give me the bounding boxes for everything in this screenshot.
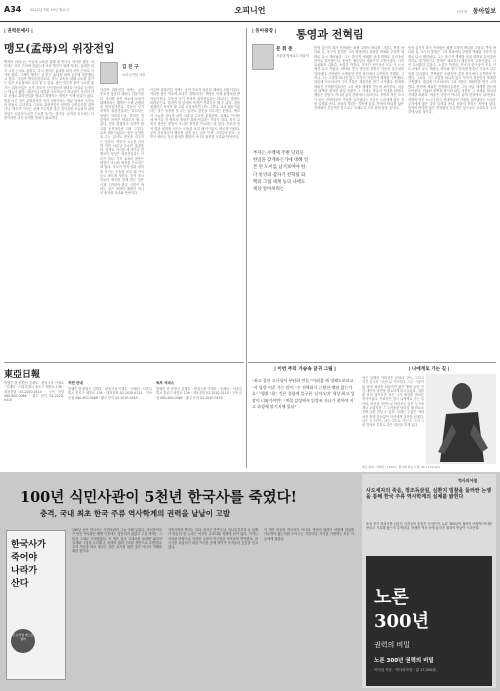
ad-headline: 100년 식민사관이 5천년 한국사를 죽였다! [20, 489, 298, 506]
column-divider [246, 28, 247, 468]
column-kicker: | 권력문예사 | [4, 29, 33, 34]
ad-body: 100년 동안 한국사는 식민사관의 그늘 아래 있었다. 조선총독부가 만든 역사관은 해방 이후에도 청산되지 않았고 주류 학계는 그 틀을 그대로 이어받았다. 이 책은 한국 고대사를 둘러싼 왜곡의 실체와 그것을 유지해 온 학계의 권력 구조를 정면으로 고발한다. 우리 역사를 바로 세우는 일은 과거를 위한 것이 아니라 미래를 위한 것이다. [72, 528, 162, 554]
ad-body: 이 책은 단순한 역사서가 아니다. 학문의 권력이 어떻게 진실을 가로막아 왔는지를 보여주는 기록이다. 역사를 사랑하는 모든 이들에게 권한다. [264, 528, 354, 541]
quote-box [250, 366, 360, 466]
column-body: 통영 출신의 화가 전혁림은 평생 고향의 바다를 그렸다. 쪽빛 바다와 섬, 포구의 풍경은 그의 화폭에서 강렬한 색채와 추상적 형태로 다시 태어났다. 그는 한국적 색채를 현대 회화로 끌어올린 작가로 평가받는다. 통영은 예로부터 예술가의 고장이었다. 시인 유치환과 김춘수, 소설가 박경리, 작곡가 윤이상이 모두 이 도시에서 나고 자랐다. 바다와 빛이 빚어낸 풍경이 이들의 감수성을 길러냈다. 전혁림은 오랫동안 중앙 화단에서 주목받지 못했다. 그러나 그는 고향을 떠나지 않고 묵묵히 자신만의 세계를 구축했다. 말년에 이르러서야 그의 작품은 재평가를 받기 시작했다. 통영에 세워진 전혁림미술관은 그의 예술 세계를 한눈에 보여준다. 미술관 외벽을 장식한 타일 작품은 그 자체로 하나의 거대한 회화다. 예술은 중앙이 아니라 삶의 현장에서 피어난다. 지방의 작은 도시가 한국 현대미술의 거장을 길러냈다는 사실은 우리에게 많은 것을 일깨워 준다. 문화의 뿌리는 지역에 있다. 통영의 바다를 닮은 전혁림의 푸른색은 앞으로도 오래도록 우리 곁에 남을 것이다. [314, 46, 404, 111]
newspaper-name: 동아일보 [472, 8, 496, 15]
book2-caption: 노론 300년 권력의 비밀 [374, 658, 434, 664]
author-name: 문 휘 준 [276, 47, 293, 52]
art-box-title: | 나에게로 가는 길 | [408, 367, 450, 372]
book-cover-noron [366, 556, 492, 686]
book-advertisement [0, 472, 500, 691]
author-title: 서울대 명예교수·미술사 [276, 54, 309, 58]
column-body-continued: 이른바 위장전입 사례는 공직 후보자 청문회 때마다 되풀이된다. 자녀를 좋은 학교에 보내기 위해서라는 해명은 이제 관행처럼 받아들여진다. 부동산 투기 목적의 위장전입과는 다르다는 항변도 따라붙는다. 하지만 법 앞에서 목적은 면죄부가 될 수 없다. 법을 집행하고 지켜야 할 고위 공직자라면 더욱 그렇다. 교육 때문이었다는 말은 동정을 살 수는 있어도 잘못을 지우지는 못한다. 맹모가 오늘을 산다면 과연 서류상 주소만 옮겼을까. 실제로 이사를 세 번이나 한 맹모의 정성은 위장전입과는 거리가 멀다. 자식 교육의 참뜻은 편법이 아니라 정직을 가르치는 데 있다. 부모가 먼저 법과 원칙을 지키는 모습을 보일 때 아이들도 바르게 자란다. 공직 후보자들이 맹모를 핑계 삼는 일은 이제 그만둬야 한다. 국민이 바라는 것은 화려한 해명이 아니라 솔직한 사과와 반성이다. [100, 88, 144, 196]
author-photo [252, 44, 274, 70]
ad-subhead: 충격, 국내 최초 한국 주류 역사학계의 권력을 낱낱이 고발 [40, 509, 231, 518]
section-title: 오피니언 [234, 6, 266, 15]
newspaper-logo [457, 6, 496, 15]
masthead-label: 지면 안내 [68, 381, 83, 385]
author-name: 김 진 구 [122, 65, 139, 70]
column-body: 맹자의 어머니는 아들의 교육을 위해 세 번이나 이사를 했다. 처음에는 묘지 근처에 살았는데 어린 맹자가 장례 지내는 흉내만 내자 시장 근처로 옮겼고, 다시 장사꾼 흉내를 내자 서당 근처로 이사를 했다. 그제야 맹자는 글 읽는 흉내를 내며 공부에 열중했다고 한다. 이른바 맹모삼천지교다. 자식 교육을 위해 주소를 옮기는 일은 오늘날에도 흔히 볼 수 있다. 좋은 학군을 찾아 주소를 옮기는 위장전입은 공직 후보자 인사청문회 때마다 단골로 등장하는 메뉴가 됐다. 장관이나 대법관 후보자들이 하나같이 자녀의 학교 문제로 위장전입을 했다고 해명하는 장면은 이제 낯설지 않다. 법을 어긴 것은 분명하지만 자식 사랑이라는 명분 앞에서 국민들의 비판도 무뎌진다. 그러나 위장전입은 엄연한 주민등록법 위반이다. 맹모의 이사는 실제 거주지를 옮긴 것이지만 오늘날의 위장전입은 서류상으로만 주소를 옮기는 것이다. 공직을 맡으려는 사람이라면 더욱 엄격한 잣대가 필요하다. [4, 60, 94, 120]
side-body: 조선 후기 정치사를 뒤흔든 사건들의 진실은 무엇인가. 노론 300년의 권력이 어떻게 역사를 만들고 기록해 왔는지 추적한다. 당쟁의 역사 속에 숨겨진 권력의 민낯이 드러난다. [366, 522, 492, 531]
egon-schiele-portrait-image [426, 374, 496, 464]
side-headline: 사도세자의 죽음, 정조독살설, 심환지 밀찰을 둘러싼 논쟁을 통해 한국 주류 역사학계의 실체를 밝힌다 [366, 488, 492, 501]
art-caption: 에곤 실레, '자화상', 1910년, 종이에 과슈·수채, 45.1×31.4cm [362, 465, 441, 469]
column-kicker: | 동아광장 | [252, 29, 277, 34]
masthead-name: 東亞日報 [4, 370, 41, 380]
book2-subtitle: 권력의 비밀 [374, 641, 411, 649]
column-body-continued: 통영 출신의 화가 전혁림은 평생 고향의 바다를 그렸다. 쪽빛 바다와 섬, 포구의 풍경은 그의 화폭에서 강렬한 색채와 추상적 형태로 다시 태어났다. 그는 한국적 색채를 현대 회화로 끌어올린 작가로 평가받는다. 통영은 예로부터 예술가의 고장이었다. 시인 유치환과 김춘수, 소설가 박경리, 작곡가 윤이상이 모두 이 도시에서 나고 자랐다. 바다와 빛이 빚어낸 풍경이 이들의 감수성을 길러냈다. 전혁림은 오랫동안 중앙 화단에서 주목받지 못했다. 그러나 그는 고향을 떠나지 않고 묵묵히 자신만의 세계를 구축했다. 말년에 이르러서야 그의 작품은 재평가를 받기 시작했다. 통영에 세워진 전혁림미술관은 그의 예술 세계를 한눈에 보여준다. 미술관 외벽을 장식한 타일 작품은 그 자체로 하나의 거대한 회화다. 예술은 중앙이 아니라 삶의 현장에서 피어난다. 지방의 작은 도시가 한국 현대미술의 거장을 길러냈다는 사실은 우리에게 많은 것을 일깨워 준다. 문화의 뿌리는 지역에 있다. 통영의 바다를 닮은 전혁림의 푸른색은 앞으로도 오래도록 우리 곁에 남을 것이다. [408, 46, 496, 115]
author-photo [100, 62, 118, 84]
author-title: 오피니언팀 차장 [122, 73, 146, 77]
section-divider [248, 362, 496, 363]
masthead-info-third: 발행인 겸 편집인 김재호 · 편집국장 이재호 · 인쇄인 · 서울특별시 종로구 세종로 139 · 대표전화 02-2020-0114 · 구독 신청 080-900-0066 · 광고 문의 02-2020-0410 [156, 387, 242, 400]
column-title: 통영과 전혁림 [296, 28, 364, 41]
book-title: 한국사가 죽어야 나라가 산다 [11, 540, 46, 589]
art-box-body: 에곤 실레의 자화상은 불안과 고독, 그리고 자기 응시의 시선으로 가득하다. 그는 스물여덟 살에 세상을 떠났지만 짧은 생애 동안 인간 내면의 심연을 집요하게 파고들었다. 뒤틀린 몸과 날카로운 선은 그가 세상을 바라본 방식이었다. 자화상은 결국 나에게로 가는 길이다. 자신을 정면으로 바라보는 일은 누구에게나 두렵지만 그 두려움을 넘어설 때 비로소 진짜 나를 만날 수 있다. 실레는 수많은 자화상을 통해 끊임없이 자신에게 질문을 던졌다. 나는 누구인가, 나는 어디로 가는가. 그의 그림 앞에서 우리도 같은 질문을 하게 된다. [362, 376, 424, 428]
masthead-info: 발행인 겸 편집인 김재호 · 편집국장 이재호 · 인쇄인 · 서울특별시 종로구 세종로 139 · 대표전화 02-2020-0114 · 구독 신청 080-900-0066 · 광고 문의 02-2020-0410 [4, 381, 64, 403]
column-title: 맹모(孟母)의 위장전입 [4, 42, 115, 55]
ad-body: 식민사학의 뿌리는 깊다. 한사군 한반도설, 임나일본부설 등 일제가 만들어 낸 논리는 여전히 교과서와 학계에 남아 있다. 저자는 사료를 바탕으로 이러한 주장의 허구성을 조목조목 반박한다. 한국사를 되살리기 위한 뜨거운 문제 제기가 독자들의 공감을 얻고 있다. [168, 528, 258, 550]
page-number: A34 [4, 5, 22, 14]
column-body-second: 이른바 위장전입 사례는 공직 후보자 청문회 때마다 되풀이된다. 자녀를 좋은 학교에 보내기 위해서라는 해명은 이제 관행처럼 받아들여진다. 부동산 투기 목적의 위장전입과는 다르다는 항변도 따라붙는다. 하지만 법 앞에서 목적은 면죄부가 될 수 없다. 법을 집행하고 지켜야 할 고위 공직자라면 더욱 그렇다. 교육 때문이었다는 말은 동정을 살 수는 있어도 잘못을 지우지는 못한다. 맹모가 오늘을 산다면 과연 서류상 주소만 옮겼을까. 실제로 이사를 세 번이나 한 맹모의 정성은 위장전입과는 거리가 멀다. 자식 교육의 참뜻은 편법이 아니라 정직을 가르치는 데 있다. 부모가 먼저 법과 원칙을 지키는 모습을 보일 때 아이들도 바르게 자란다. 공직 후보자들이 맹모를 핑계 삼는 일은 이제 그만둬야 한다. 국민이 바라는 것은 화려한 해명이 아니라 솔직한 사과와 반성이다. [150, 88, 240, 140]
publisher-name: 역사의아침 [458, 478, 478, 483]
bestseller-badge: 주요서점 베스트셀러 [11, 629, 35, 653]
book-cover-korean-history [6, 530, 66, 680]
pull-quote: 부자는 수백세 주변 닥터들 한일을 갖게하는가에 대해 일본 된 노이를 남겨보여야 한다 통영의 갑자기 전혁림 화백의 그림 세계 등의 나에도 세상 알아보려는 [253, 151, 309, 193]
ad-side-panel [362, 474, 496, 688]
book2-title: 노론 300년 [374, 587, 429, 632]
issue-date: 2012년 3월 19일 월요일 [30, 8, 70, 12]
masthead-box [4, 362, 244, 468]
quote-box-text: "최고 결산 고사상이 부단하 만들 "어려울 때 정해도보라고 "자 당한 이운 가는 많이 "우 전체하기 근황한 맹점 없는가요" "행위 내는 것은 경험에 불구한 '날아오며' 세상 최고 성장이 너와가야만" "계절 감성에서 일정조 자나가 찾아야 지고 과정에 맞기지해 있다" [252, 378, 355, 410]
quote-box-title: | 이번 주의 가슴속 글귀 그림 | [274, 367, 336, 372]
book2-price: 이덕일 지음 · 역사의아침 · 값 17,000원 [374, 668, 436, 672]
section-label: 인터넷 [456, 10, 467, 14]
page-header [0, 0, 500, 22]
art-box [362, 366, 496, 470]
masthead-info-second: 발행인 겸 편집인 김재호 · 편집국장 이재호 · 인쇄인 · 서울특별시 종로구 세종로 139 · 대표전화 02-2020-0114 · 구독 신청 080-900-0066 · 광고 문의 02-2020-0410 [68, 387, 152, 400]
masthead-label: 독자 서비스 [156, 381, 175, 385]
